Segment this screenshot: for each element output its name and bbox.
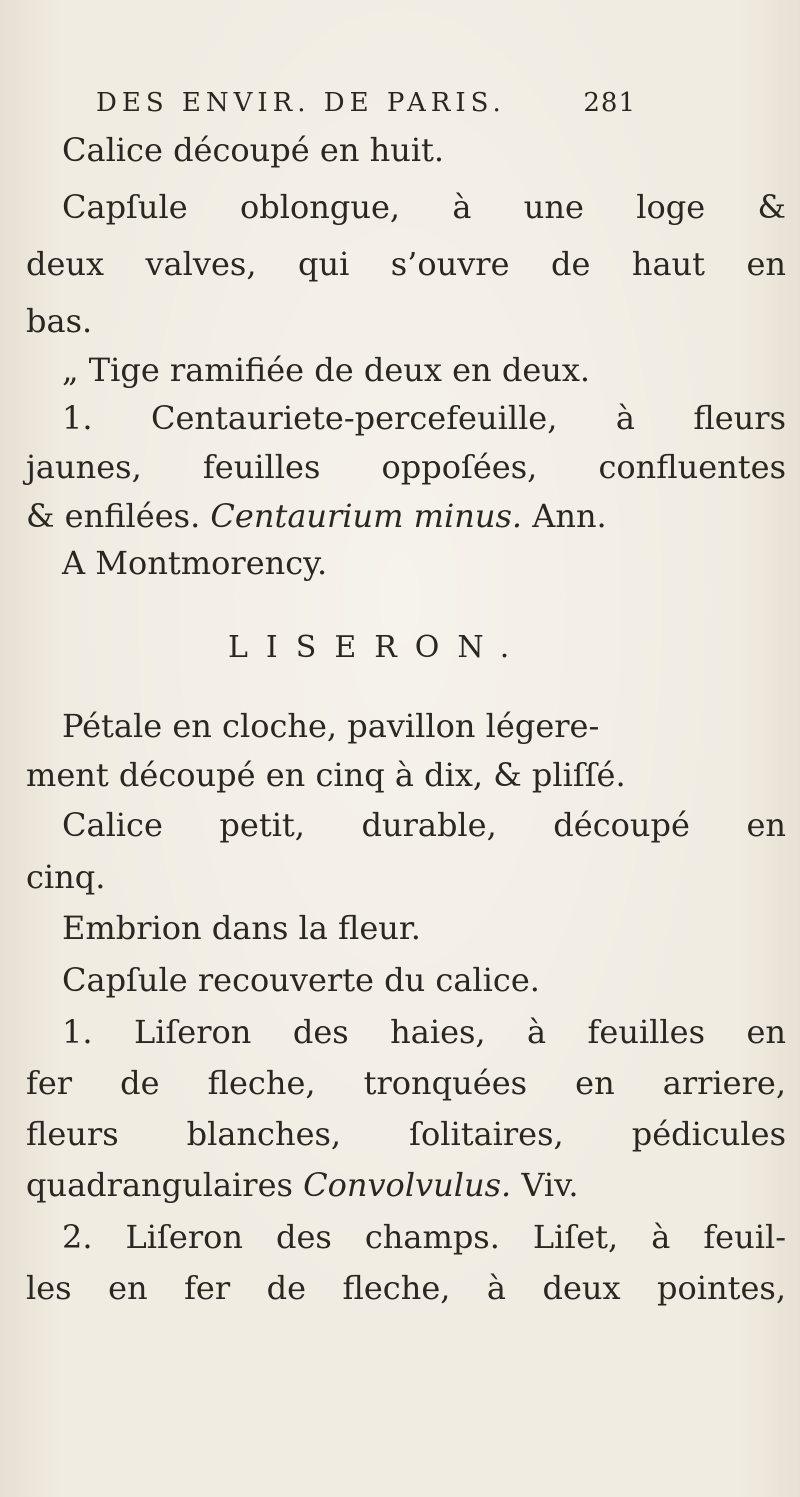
text-line: Calice découpé en huit.: [62, 131, 445, 169]
text-line: bas.: [26, 302, 93, 340]
text-line: Calice petit, durable, découpé en: [62, 806, 786, 844]
section-heading: LISERON.: [228, 630, 528, 665]
text-line: 2. Liſeron des champs. Liſet, à feuil-: [62, 1218, 786, 1256]
text-line: 1. Centauriete-percefeuille, à fleurs: [62, 399, 786, 437]
text-run: Ann.: [532, 497, 607, 535]
text-line: jaunes, feuilles oppoſées, confluentes: [26, 448, 786, 486]
text-line: Embrion dans la fleur.: [62, 909, 421, 947]
text-line: fer de fleche, tronquées en arriere,: [26, 1064, 786, 1102]
text-line: [26, 1165, 579, 1205]
text-line: 1. Liſeron des haies, à feuilles en: [62, 1013, 786, 1051]
text-line: cinq.: [26, 858, 106, 896]
text-line: fleurs blanches, ſolitaires, pédicules: [26, 1115, 786, 1153]
text-run: Viv.: [521, 1166, 579, 1204]
text-line: Capſule oblongue, à une loge &: [62, 188, 786, 226]
text-line: Capſule recouverte du calice.: [62, 961, 540, 999]
text-line: ment découpé en cinq à dix, & pliſſé.: [26, 756, 626, 794]
running-title: DES ENVIR. DE PARIS.: [96, 88, 506, 118]
running-header: [96, 82, 636, 126]
text-line: deux valves, qui s’ouvre de haut en: [26, 245, 786, 283]
text-line: les en fer de fleche, à deux pointes,: [26, 1269, 786, 1307]
text-run: quadrangulaires: [26, 1166, 293, 1204]
page-number: 281: [583, 88, 636, 118]
latin-name: Convolvulus.: [303, 1166, 512, 1204]
text-line: A Montmorency.: [62, 544, 328, 582]
text-line: Pétale en cloche, pavillon légere-: [62, 707, 600, 745]
latin-name: Centaurium minus.: [210, 497, 523, 535]
text-run: & enfilées.: [26, 497, 201, 535]
text-line: [26, 496, 607, 536]
text-line: „ Tige ramifiée de deux en deux.: [62, 351, 591, 389]
